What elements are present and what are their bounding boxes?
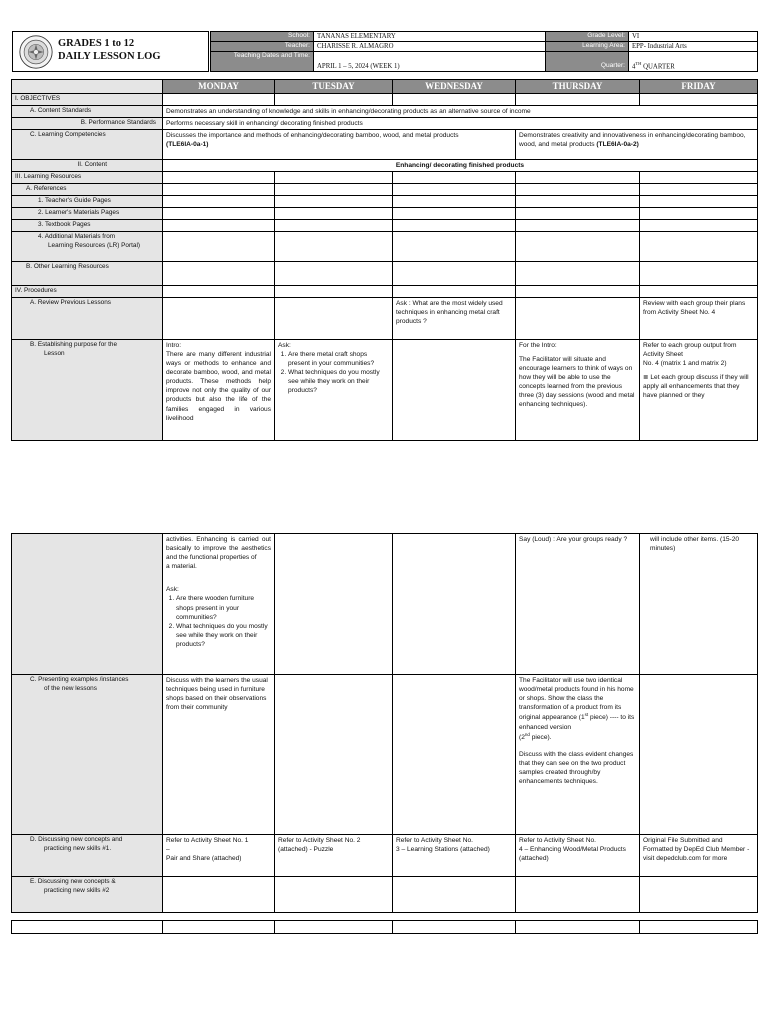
purpose-monday-text: There are many different industrial ways or methods to enhance and decorate bamboo, wood, and metal products. These methods help improve not only the quality of our products but also the life of the families engaged in various livelihood [166,351,271,422]
continuation-friday: will include other items. (15-20 minutes) [640,534,758,675]
area-value: EPP- Industrial Arts [629,42,758,52]
continuation-monday-text: activities. Enhancing is carried out basically to improve the aesthetics and the functional properties of [166,536,271,562]
purpose-thursday [516,339,640,440]
form-title [58,37,161,63]
discussing1-wednesday-line2: 3 – Learning Stations (attached) [396,846,490,854]
procedures-heading: IV. Procedures [12,285,163,297]
content-standards-label: A. Content Standards [12,105,163,117]
discussing1-monday-line3: Pair and Share (attached) [166,855,242,863]
deped-seal-icon [19,35,53,69]
resources-heading: III. Learning Resources [12,171,163,183]
other-resources-label: B. Other Learning Resources [12,261,163,285]
purpose-friday [640,339,758,440]
purpose-thursday-intro: For the Intro: [519,341,557,349]
presenting-label [12,675,163,835]
day-header-friday: FRIDAY [640,80,758,94]
presenting-label-line2: of the new lessons [44,684,97,692]
continuation-monday-ask: Ask: [166,586,179,594]
discussing1-label [12,835,163,877]
day-header-tuesday: TUESDAY [275,80,393,94]
review-label: A. Review Previous Lessons [12,297,163,339]
content-label: II. Content [12,159,163,171]
discussing2-label-line1: E. Discussing new concepts & [30,878,116,885]
objectives-heading: I. OBJECTIVES [12,93,163,105]
discussing1-label-line2: practicing new skills #1. [44,844,112,852]
discussing1-wednesday-line1: Refer to Activity Sheet No. [396,837,473,844]
content-value: Enhancing/ decorating finished products [163,159,758,171]
presenting-thursday [516,675,640,835]
grade-value: VI [629,32,758,42]
day-header-wednesday: WEDNESDAY [393,80,516,94]
lesson-log-table [11,79,758,441]
competency-1-text: Discusses the importance and methods of enhancing/decorating bamboo, wood, and metal products [166,131,459,139]
discussing1-label-line1: D. Discussing new concepts and [30,836,123,843]
presenting-thursday-discuss: Discuss with the class evident changes that they can see on the two product samples created through/by enhancements techniques. [519,751,634,786]
review-wednesday: Ask : What are the most widely used techniques in enhancing metal craft products ? [393,297,516,339]
purpose-label-line2: Lesson [44,349,65,357]
tg-pages-label: 1. Teacher's Guide Pages [12,195,163,207]
purpose-monday-intro: Intro: [166,341,182,349]
performance-standards-label: B. Performance Standards [12,117,163,129]
purpose-friday-line3: Let each group discuss if they will apply all enhancements that they have planned or they [643,374,749,400]
purpose-label-line1: B. Establishing purpose for the [30,340,118,348]
day-header-monday: MONDAY [163,80,275,94]
school-value: TANANAS ELEMENTARY [314,32,546,42]
competencies-label: C. Learning Competencies [12,129,163,159]
additional-materials-line1: 4. Additional Materials from [38,232,116,240]
lm-pages-label: 2. Learner's Materials Pages [12,207,163,219]
performance-standards-value: Performs necessary skill in enhancing/ decorating finished products [163,117,758,129]
competency-2-text: Demonstrates creativity and innovativeness in enhancing/decorating bamboo, wood, and metal products [519,131,746,148]
presenting-thursday-sup1: st [584,712,589,718]
presenting-thursday-d: piece). [529,733,552,741]
purpose-tuesday-q1: 1. Are there metal craft shops present in your communities? [288,350,389,368]
teacher-label: Teacher: [211,42,314,52]
discussing1-thursday-line1: Refer to Activity Sheet No. [519,837,596,844]
discussing1-tuesday: Refer to Activity Sheet No. 2 (attached) - Puzzle [275,835,393,877]
additional-materials-label [12,231,163,261]
day-header-thursday: THURSDAY [516,80,640,94]
discussing1-monday-line2: – [166,846,170,854]
discussing1-wednesday [393,835,516,877]
discussing1-thursday [516,835,640,877]
lesson-log-table-continued [11,533,758,913]
presenting-thursday-b: piece) ---- to its enhanced version [519,714,635,731]
quarter-suffix: TH [635,60,642,66]
textbook-pages-label: 3. Textbook Pages [12,219,163,231]
teacher-value: CHARISSE R. ALMAGRO [314,42,546,52]
continuation-monday-text2: a material. [166,563,197,571]
purpose-monday [163,339,275,440]
continuation-thursday: Say (Loud) : Are your groups ready ? [516,534,640,675]
logo-title-box [12,31,209,72]
purpose-friday-line2: No. 4 (matrix 1 and matrix 2) [643,360,727,368]
review-friday: Review with each group their plans from Activity Sheet No. 4 [640,297,758,339]
grade-label: Grade Level: [546,32,629,42]
discussing2-label [12,877,163,913]
presenting-thursday-sup2: nd [524,731,530,737]
competency-2-code: (TLE6IA-0a-2) [596,140,639,148]
continuation-monday-q1: 1. Are there wooden furniture shops present in your communities? [176,594,271,621]
continuation-monday [163,534,275,675]
purpose-tuesday-ask: Ask: [278,341,291,349]
purpose-label [12,339,163,440]
discussing1-monday [163,835,275,877]
school-label: School: [211,32,314,42]
references-label: A. References [12,183,163,195]
continuation-monday-q2: 2. What techniques do you mostly see while they work on their products? [176,622,271,649]
competency-1 [163,129,516,159]
purpose-tuesday-q2: 2. What techniques do you mostly see while they work on their products? [288,368,389,395]
discussing1-monday-line1: Refer to Activity Sheet No. 1 [166,837,249,844]
presenting-thursday-c: (2 [519,733,525,741]
purpose-friday-line1: Refer to each group output from Activity Sheet [643,341,737,358]
discussing1-friday: Original File Submitted and Formatted by DepEd Club Member - visit depedclub.com for more [640,835,758,877]
quarter-number: 4 [632,63,636,71]
presenting-monday: Discuss with the learners the usual techniques being used in furniture shops based on their observations from their community [163,675,275,835]
bullet-icon: ≣ [643,374,649,382]
presenting-label-line1: C. Presenting examples /instances [30,676,129,683]
additional-materials-line2: Learning Resources (LR) Portal) [48,241,140,249]
purpose-thursday-text: The Facilitator will situate and encourage learners to think of ways on how they will be able to use the concepts learned from the previous three (3) day sessions (wood and metal enhancing techniques). [519,356,635,409]
corner-cell [12,80,163,94]
discussing1-thursday-line2: 4 – Enhancing Wood/Metal Products (attached) [519,846,626,863]
quarter-label: Quarter: [546,52,629,72]
quarter-value [629,52,758,72]
presenting-thursday-a: The Facilitator will use two identical wood/metal products found in his home or shops. Show the class the transformation of a product from its original appearance (1 [519,677,634,722]
form-title-grades: GRADES 1 to 12 [58,38,135,49]
header-info-table [210,31,758,72]
form-title-dll: DAILY LESSON LOG [58,51,161,63]
discussing2-label-line2: practicing new skills #2 [44,886,110,894]
competency-1-code: (TLE6IA-0a-1) [166,140,209,148]
content-standards-value: Demonstrates an understanding of knowledge and skills in enhancing/decorating products as an alternative source of income [163,105,758,117]
area-label: Learning Area: [546,42,629,52]
purpose-tuesday [275,339,393,440]
dates-value: APRIL 1 – 5, 2024 (WEEK 1) [314,52,546,72]
competency-2 [516,129,758,159]
trailing-row [11,920,758,934]
dates-label: Teaching Dates and Time: [211,52,314,72]
quarter-word: QUARTER [643,63,675,71]
